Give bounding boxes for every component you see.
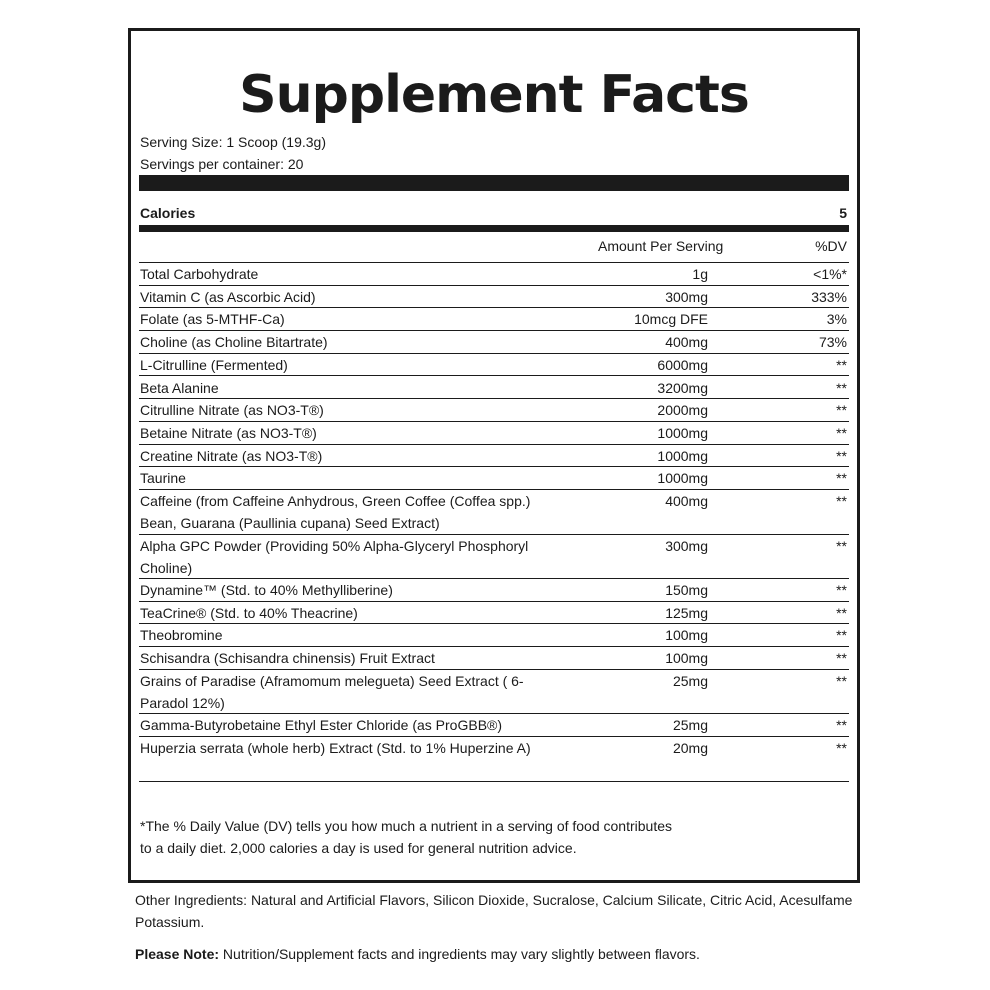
nutrient-name: Dynamine™ (Std. to 40% Methylliberine) (140, 582, 393, 598)
calories-row (140, 203, 847, 223)
calories-value: 5 (839, 205, 847, 221)
calories-label: Calories (140, 205, 196, 221)
nutrient-dv: ** (836, 493, 847, 509)
nutrient-name: TeaCrine® (Std. to 40% Theacrine) (140, 604, 358, 621)
table-row (139, 624, 849, 647)
nutrient-dv: ** (836, 740, 847, 756)
table-row (139, 286, 849, 309)
nutrient-name: Grains of Paradise (Aframomum melegueta) Seed Extract ( 6-Paradol 12%) (140, 672, 524, 711)
dv-column-header: %DV (815, 238, 847, 254)
nutrient-dv: ** (836, 627, 847, 644)
nutrient-name: Alpha GPC Powder (Providing 50% Alpha-Glyceryl Phosphoryl Choline) (140, 537, 529, 576)
amount-column-header: Amount Per Serving (598, 238, 724, 254)
nutrient-amount: 100mg (665, 627, 708, 644)
table-row (139, 579, 849, 602)
nutrient-name: Taurine (140, 470, 186, 487)
nutrient-amount: 25mg (672, 717, 708, 734)
other-ingredients: Other Ingredients: Natural and Artificial Flavors, Silicon Dioxide, Sucralose, Calcium Silicate, Citric Acid, Acesulfame Potassium. (135, 892, 853, 930)
table-row (139, 467, 849, 490)
nutrient-amount: 100mg (665, 650, 708, 667)
table-row (139, 737, 849, 782)
nutrient-name: Huperzia serrata (whole herb) Extract (Std. to 1% Huperzine A) (140, 740, 531, 756)
nutrient-name: Gamma-Butyrobetaine Ethyl Ester Chloride (as ProGBB®) (140, 717, 503, 734)
daily-value-footnote: *The % Daily Value (DV) tells you how much a nutrient in a serving of food contributes to a daily diet. 2,000 calories a day is used for general nutrition advice. (140, 818, 672, 856)
nutrient-name: Creatine Nitrate (as NO3-T®) (140, 447, 323, 464)
supplement-facts-panel (128, 28, 860, 883)
table-row (139, 490, 849, 535)
nutrient-dv: ** (836, 717, 847, 734)
nutrient-amount: 1000mg (657, 470, 708, 487)
nutrient-name: Theobromine (140, 627, 223, 644)
table-row (139, 535, 849, 580)
nutrient-amount: 10mcg DFE (634, 311, 708, 328)
nutrient-amount: 2000mg (657, 402, 708, 419)
nutrient-dv: ** (836, 672, 847, 689)
nutrient-dv: 333% (811, 288, 847, 305)
servings-per-container: Servings per container: 20 (140, 156, 304, 172)
nutrient-name: Choline (as Choline Bitartrate) (140, 334, 328, 351)
medium-divider (139, 225, 849, 232)
table-row (139, 377, 849, 400)
nutrient-dv: ** (836, 582, 847, 598)
nutrient-amount: 20mg (672, 740, 708, 756)
nutrient-dv: <1%* (813, 266, 847, 282)
table-row (139, 647, 849, 670)
please-note-text: Nutrition/Supplement facts and ingredients may vary slightly between flavors. (219, 946, 700, 962)
nutrient-amount: 400mg (665, 493, 708, 509)
serving-size: Serving Size: 1 Scoop (19.3g) (140, 134, 326, 150)
table-row (139, 602, 849, 625)
please-note-label: Please Note: (135, 946, 220, 962)
nutrient-amount: 6000mg (657, 356, 708, 373)
nutrient-dv: ** (836, 447, 847, 464)
table-row (139, 263, 849, 286)
table-row (139, 422, 849, 445)
table-row (139, 331, 849, 354)
nutrient-amount: 1000mg (657, 447, 708, 464)
nutrient-dv: ** (836, 379, 847, 396)
nutrient-amount: 1000mg (657, 424, 708, 441)
nutrient-name: Vitamin C (as Ascorbic Acid) (140, 288, 316, 305)
table-row (139, 445, 849, 468)
table-row (139, 670, 849, 715)
nutrient-amount: 300mg (665, 288, 708, 305)
nutrient-amount: 400mg (665, 334, 708, 351)
table-row (139, 399, 849, 422)
nutrient-dv: ** (836, 650, 847, 667)
nutrient-dv: ** (836, 356, 847, 373)
nutrient-name: Total Carbohydrate (140, 266, 259, 282)
please-note (135, 944, 865, 966)
table-row (139, 714, 849, 737)
nutrient-dv: 3% (826, 311, 847, 328)
nutrient-amount: 1g (692, 266, 708, 282)
nutrient-name: Citrulline Nitrate (as NO3-T®) (140, 402, 324, 419)
thick-divider (139, 175, 849, 191)
nutrient-dv: ** (836, 402, 847, 419)
table-row (139, 308, 849, 331)
nutrient-dv: ** (836, 537, 847, 554)
nutrient-name: Beta Alanine (140, 379, 219, 396)
table-row (139, 354, 849, 377)
column-header-row (140, 236, 847, 256)
nutrient-amount: 25mg (672, 672, 708, 689)
nutrient-name: Folate (as 5-MTHF-Ca) (140, 311, 285, 328)
nutrient-dv: 73% (818, 334, 847, 351)
nutrient-name: L-Citrulline (Fermented) (140, 356, 288, 373)
nutrient-dv: ** (836, 604, 847, 621)
nutrient-amount: 300mg (665, 537, 708, 554)
panel-title: Supplement Facts (239, 65, 749, 125)
nutrient-amount: 150mg (665, 582, 708, 598)
nutrient-dv: ** (836, 470, 847, 487)
nutrient-name: Caffeine (from Caffeine Anhydrous, Green Coffee (Coffea spp.) Bean, Guarana (Paullinia cupana) Seed Extract) (140, 493, 531, 531)
nutrient-name: Schisandra (Schisandra chinensis) Fruit Extract (140, 650, 435, 667)
nutrient-dv: ** (836, 424, 847, 441)
nutrient-name: Betaine Nitrate (as NO3-T®) (140, 424, 317, 441)
nutrient-amount: 125mg (665, 604, 708, 621)
nutrient-amount: 3200mg (657, 379, 708, 396)
